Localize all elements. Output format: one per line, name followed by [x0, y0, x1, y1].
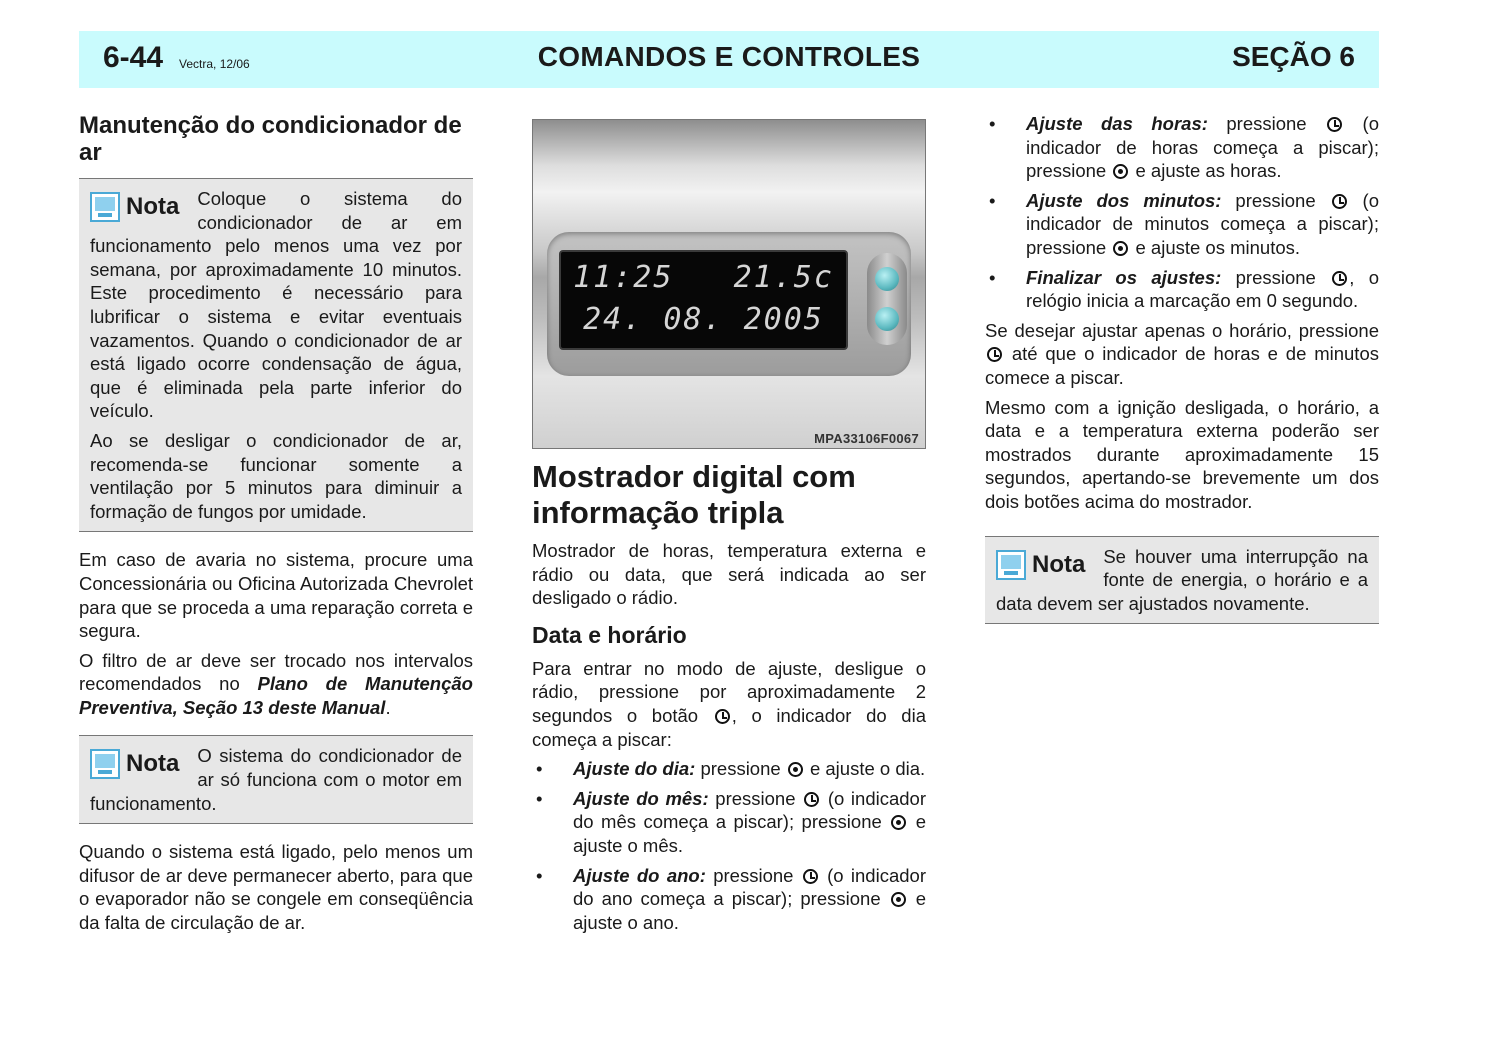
clock-button-icon [1327, 117, 1342, 132]
note-tag [996, 545, 1085, 585]
text-run: (o indicador do mês começa a piscar); pressione [573, 787, 927, 833]
set-button-icon [1113, 241, 1128, 256]
text-run: Para entrar no modo de ajuste, desligue o rádio, pressione por aproximadamente 2 segundos o botão [532, 657, 926, 726]
text-run: e ajuste os minutos. [1130, 236, 1301, 258]
note-icon [90, 192, 120, 222]
paragraph: Em caso de avaria no sistema, procure uma Concessionária ou Oficina Autorizada Chevrolet para que se proceda a uma reparação correta e segura. [79, 549, 473, 642]
note-tag [90, 744, 179, 784]
text-run: e ajuste as horas. [1130, 160, 1282, 182]
display-button-icon [875, 267, 899, 291]
display-buttons [867, 253, 907, 345]
paragraph: Mesmo com a ignição desligada, o horário, a data e a temperatura externa poderão ser mostrados durante aproximadamente 15 segundos, apertando-se brevemente um dos dois botões acima do mostrador. [985, 396, 1379, 512]
set-button-icon [891, 815, 906, 830]
text-run: pressione [1221, 266, 1331, 288]
clock-button-icon [804, 792, 819, 807]
column-middle [532, 112, 926, 940]
manual-reference: Plano de Manutenção Preventiva, Seção 13 deste Manual [79, 673, 473, 718]
list-item [985, 112, 1379, 183]
text-run: (o indicador de horas começa a piscar); pressione [1026, 113, 1379, 182]
page-header [79, 31, 1379, 88]
text-run: . [385, 696, 391, 718]
text-run: pressione [705, 864, 801, 886]
list-item-title: Ajuste do dia: [573, 758, 696, 780]
text-run: e ajuste o ano. [573, 888, 926, 933]
text-run: e ajuste o mês. [573, 811, 927, 856]
ac-maintenance-heading: Manutenção do condicionador de ar [79, 112, 462, 166]
list-item [532, 864, 926, 935]
text-run: até que o indicador de horas e de minutos comece a piscar. [985, 343, 1379, 388]
lcd-screen [559, 250, 848, 350]
section-label: SEÇÃO 6 [1232, 41, 1355, 72]
list-item-title: Ajuste do mês: [573, 787, 709, 809]
page-number: 6-44 [103, 41, 164, 74]
paragraph [79, 649, 473, 720]
list-item-title: Ajuste dos minutos: [1026, 189, 1222, 211]
lcd-date: 24. 08. 2005 [583, 302, 824, 337]
clock-button-icon [1332, 194, 1347, 209]
note-icon [996, 550, 1026, 580]
paragraph: Mostrador de horas, temperatura externa e rádio ou data, que será indicada ao ser desligado o rádio. [532, 540, 926, 609]
clock-button-icon [1332, 271, 1347, 286]
adjust-list [532, 757, 926, 934]
list-item-title: Ajuste do ano: [573, 864, 706, 886]
list-item [532, 757, 926, 781]
text-run: (o indicador de minutos começa a piscar); pressione [1026, 189, 1380, 258]
column-right [985, 112, 1379, 640]
clock-button-icon [715, 709, 730, 724]
edition-label: Vectra, 12/06 [179, 57, 250, 71]
text-run: pressione [708, 787, 803, 809]
text-run: , o relógio inicia a marcação em 0 segundo. [1026, 266, 1379, 312]
text-run: pressione [1207, 113, 1326, 134]
chapter-title: COMANDOS E CONTROLES [537, 41, 921, 72]
paragraph [532, 657, 926, 751]
paragraph: Quando o sistema está ligado, pelo menos um difusor de ar deve permanecer aberto, para que o evaporador não se congele em conseqüência da falta de circulação de ar. [79, 841, 473, 934]
note-icon [90, 749, 120, 779]
text-run: O filtro de ar deve ser trocado nos intervalos recomendados no [79, 649, 473, 695]
set-button-icon [788, 762, 803, 777]
list-item [985, 189, 1379, 260]
note-tag [90, 187, 179, 227]
note-box [79, 178, 473, 532]
lcd-time-temperature: 11:25 21.5c [573, 260, 834, 295]
note-box [985, 536, 1379, 625]
date-time-heading: Data e horário [532, 621, 687, 648]
note-text: Ao se desligar o condicionador de ar, recomenda-se funcionar somente a ventilação por 5 minutos para diminuir a formação de fungos por umidade. [90, 429, 462, 522]
clock-button-icon [987, 347, 1002, 362]
column-left [79, 112, 473, 941]
photo-code: MPA33106F0067 [814, 431, 919, 446]
list-item-title: Finalizar os ajustes: [1026, 266, 1222, 288]
adjust-list [985, 112, 1379, 313]
set-button-icon [891, 892, 906, 907]
list-item [532, 787, 926, 858]
note-label: Nota [126, 193, 180, 220]
text-run: , o indicador do dia começa a piscar: [532, 704, 926, 750]
note-text: Se houver uma interrupção na fonte de energia, o horário e a data devem ser ajustados novamente. [996, 545, 1368, 614]
text-run: Se desejar ajustar apenas o horário, pressione [985, 319, 1379, 341]
note-label: Nota [1032, 550, 1086, 578]
display-photo [532, 119, 926, 449]
digital-display-heading: Mostrador digital com informação tripla [532, 459, 856, 530]
display-button-icon [875, 307, 899, 331]
text-run: pressione [695, 758, 786, 780]
note-text: O sistema do condicionador de ar só funciona com o motor em funcionamento. [90, 745, 462, 814]
list-item-title: Ajuste das horas: [1026, 113, 1208, 134]
clock-button-icon [803, 869, 818, 884]
note-label: Nota [126, 750, 180, 778]
text-run: e ajuste o dia. [804, 758, 926, 780]
note-text: Coloque o sistema do condicionador de ar em funcionamento pelo menos uma vez por semana, por aproximadamente 10 minutos. Este procedimento é necessário para lubrificar o sistema e evitar eventuais vazamentos. Quando o condicionador de ar está ligado ocorre condensação de água, que é eliminada pela parte inferior do veículo. [90, 188, 462, 422]
set-button-icon [1113, 164, 1128, 179]
list-item [985, 266, 1379, 313]
paragraph [985, 319, 1379, 390]
text-run: (o indicador do ano começa a piscar); pressione [573, 864, 926, 910]
text-run: pressione [1221, 189, 1330, 211]
note-box [79, 735, 473, 824]
